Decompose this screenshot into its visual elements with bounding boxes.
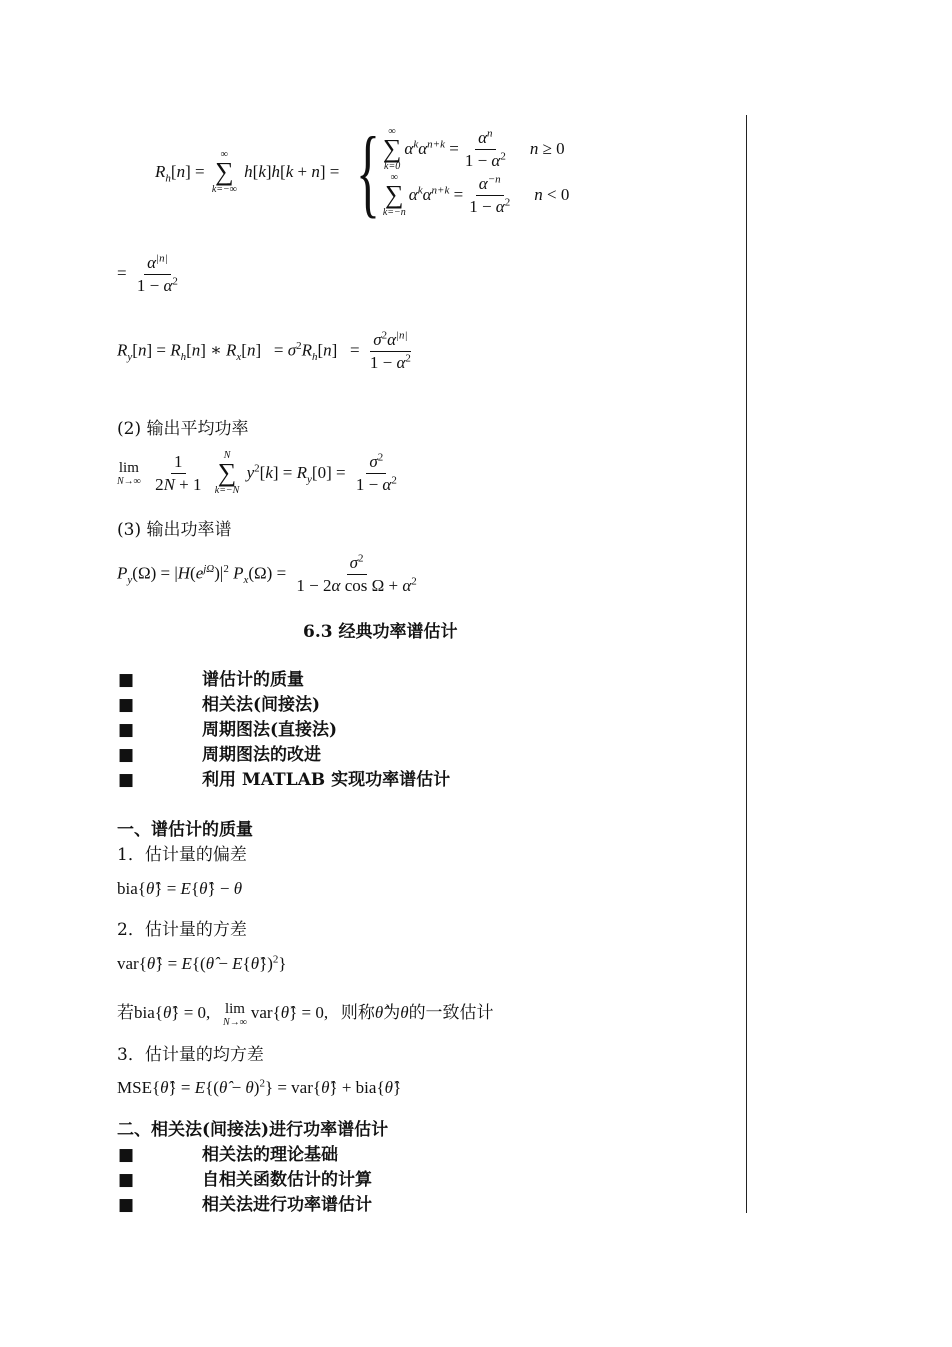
equation-consistency: 若bia{θ̂} = 0, lim N→∞ var{θ̂} = 0, 则称θ̂为θ的一致估计 — [117, 1000, 494, 1028]
bullet-item: ■ 自相关函数估计的计算 — [118, 1170, 372, 1190]
label-psd: (3) 输出功率谱 — [117, 520, 232, 540]
bullet-item: ■ 相关法进行功率谱估计 — [118, 1195, 372, 1215]
bullet-item: ■ 谱估计的质量 — [118, 670, 304, 690]
label-mse: 3．估计量的均方差 — [117, 1045, 264, 1065]
bullet-item: ■ 利用 MATLAB 实现功率谱估计 — [118, 770, 451, 790]
equation-psd: $P_y(\Omega) = |H(e^{j\Omega})|^2$ $P_x(\Omega)$ = $\frac{\sigma^2}{1 - 2\alpha \cos \Omega + \alpha^2}$ — [117, 552, 417, 595]
margin-rule — [746, 115, 747, 1213]
section-title: 6.3 经典功率谱估计 — [303, 622, 458, 642]
bullet-item: ■ 周期图法的改进 — [118, 745, 321, 765]
equation-bias: bia{θ̂} = E{θ̂} − θ — [117, 879, 243, 898]
heading-quality: 一、谱估计的质量 — [117, 820, 253, 840]
equation-avg-power: lim N→∞ $\frac{1}{2N + 1}$ N ∑ k=−N $y^2[k] = R_y[0]$ = $\frac{\sigma^2}{1 - \alpha^2}$ — [117, 450, 397, 496]
heading-correlation: 二、相关法(间接法)进行功率谱估计 — [117, 1120, 389, 1140]
equation-rh-closed: = $\frac{\alpha^{|n|}}{1 - \alpha^2}$ — [117, 252, 178, 295]
label-variance: 2．估计量的方差 — [117, 920, 247, 940]
equation-mse: MSE{θ̂} = E{(θ̂ − θ)$^2$} = var{θ̂} + bia{θ̂} — [117, 1077, 402, 1097]
equation-variance: var{θ̂} = E{(θ̂ − E{θ̂})$^2$} — [117, 953, 287, 973]
bullet-item: ■ 相关法(间接法) — [118, 695, 321, 715]
equation-rh: $R_h[n]$ = ∞ ∑ k=−∞ h[k]h[k + n] = { ∞ ∑ k=0 $\alpha^k\alpha^{n+k}$ = $\frac{\alpha^n}{1 - \alpha^2}$ n ≥ 0 ∞ ∑ k=−n $\alpha^k\alpha^{n+k}$ = $\frac{\alpha^{-n}}{1 - \alpha^2}$ n < 0 — [155, 116, 570, 227]
label-avg-power: (2) 输出平均功率 — [117, 419, 249, 439]
equation-ry: $R_y[n] = R_h[n]$ ∗ $R_x[n] = \sigma^2R_h[n]$ = $\frac{\sigma^2\alpha^{|n|}}{1 - \alpha^2}$ — [117, 329, 411, 372]
bullet-item: ■ 周期图法(直接法) — [118, 720, 338, 740]
label-bias: 1．估计量的偏差 — [117, 845, 247, 865]
bullet-item: ■ 相关法的理论基础 — [118, 1145, 338, 1165]
